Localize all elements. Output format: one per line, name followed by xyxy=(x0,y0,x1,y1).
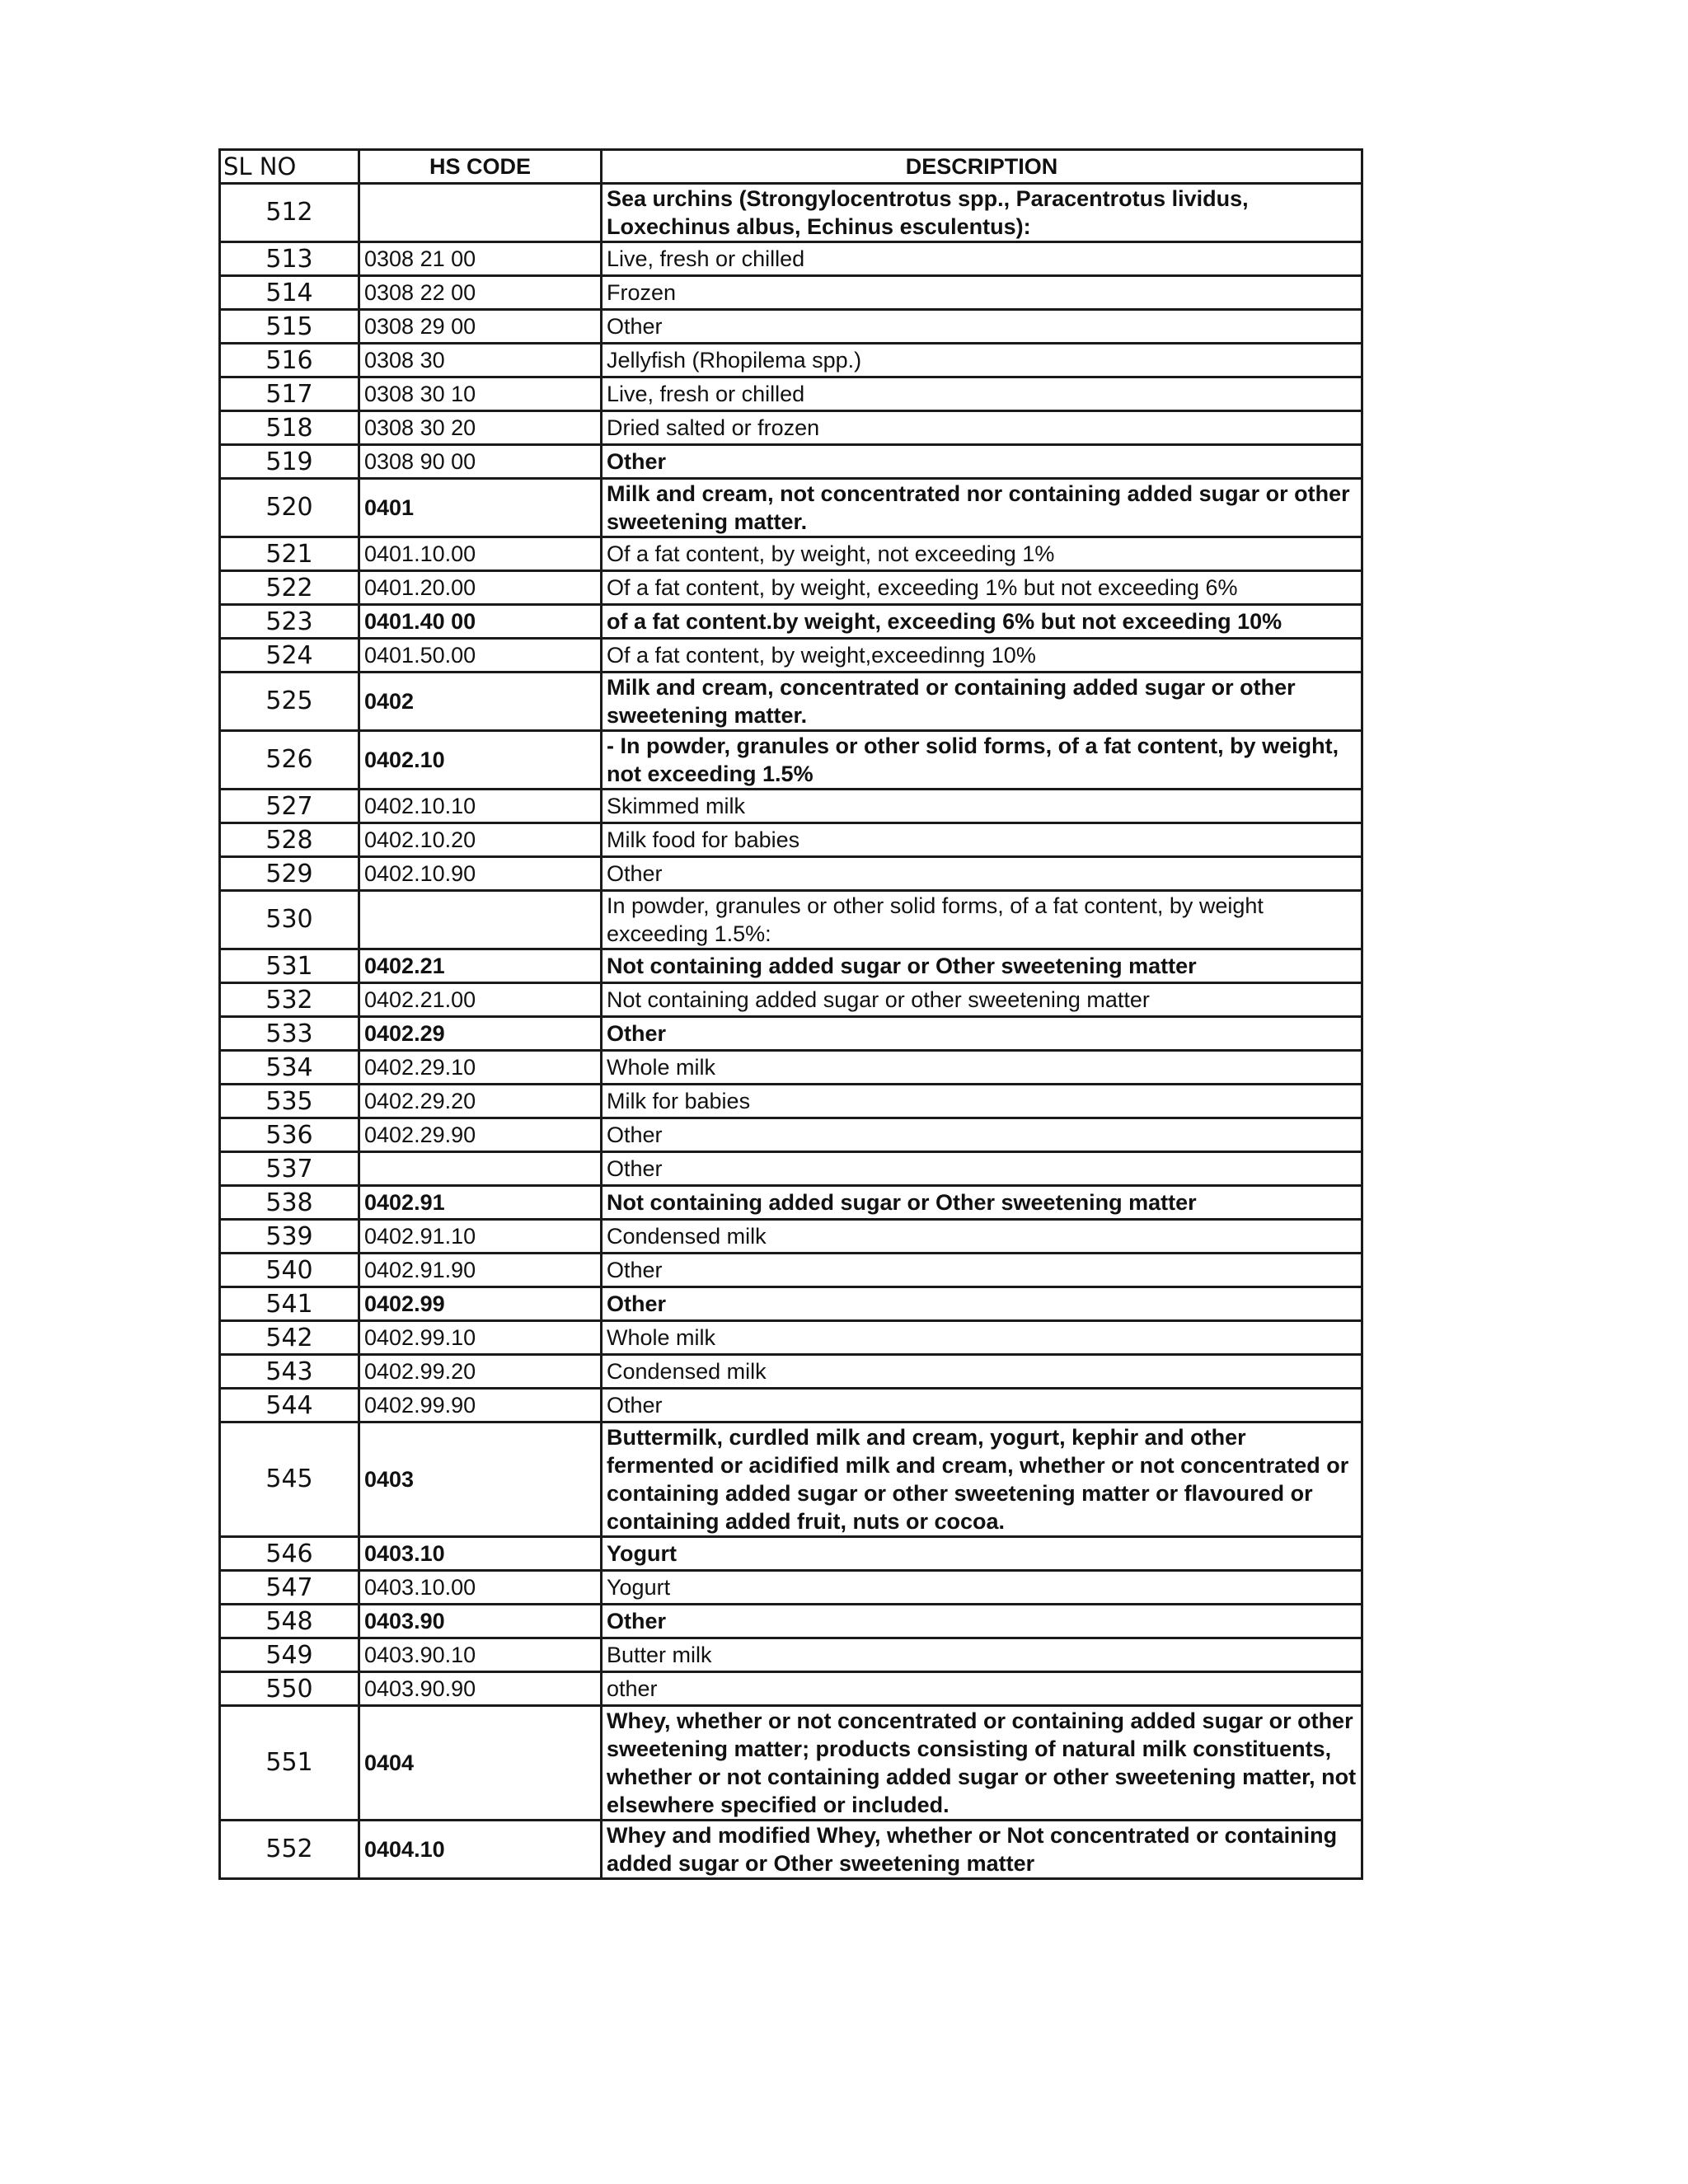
description-cell: Of a fat content, by weight, not exceeding 1% xyxy=(602,537,1362,571)
hs-code-cell: 0403.10 xyxy=(359,1537,602,1571)
table-row xyxy=(220,639,1362,673)
sl-no-cell: 543 xyxy=(220,1355,359,1389)
sl-no-cell: 531 xyxy=(220,949,359,983)
description-cell: Of a fat content, by weight,exceedinng 10% xyxy=(602,639,1362,673)
table-row xyxy=(220,1638,1362,1672)
table-row xyxy=(220,1220,1362,1254)
hs-code-cell: 0404.10 xyxy=(359,1821,602,1879)
hs-code-cell: 0404 xyxy=(359,1706,602,1821)
table-row xyxy=(220,1605,1362,1638)
hs-code-cell: 0402.29 xyxy=(359,1017,602,1051)
description-cell: Yogurt xyxy=(602,1571,1362,1605)
sl-no-cell: 514 xyxy=(220,276,359,310)
description-cell: Other xyxy=(602,1254,1362,1287)
table-row xyxy=(220,1085,1362,1118)
table-row xyxy=(220,1355,1362,1389)
hs-code-cell: 0402.91.90 xyxy=(359,1254,602,1287)
table-row xyxy=(220,983,1362,1017)
table-row xyxy=(220,605,1362,639)
description-cell: Other xyxy=(602,1118,1362,1152)
sl-no-cell: 518 xyxy=(220,411,359,445)
table-row xyxy=(220,1672,1362,1706)
description-cell: Not containing added sugar or Other sweetening matter xyxy=(602,1186,1362,1220)
hs-code-cell: 0402.21.00 xyxy=(359,983,602,1017)
hs-code-sheet xyxy=(218,148,1361,1880)
table-row xyxy=(220,571,1362,605)
description-cell: Other xyxy=(602,310,1362,344)
sl-no-cell: 537 xyxy=(220,1152,359,1186)
description-cell: Condensed milk xyxy=(602,1220,1362,1254)
sl-no-cell: 528 xyxy=(220,823,359,857)
sl-no-cell: 549 xyxy=(220,1638,359,1672)
sl-no-cell: 544 xyxy=(220,1389,359,1422)
description-cell: Other xyxy=(602,445,1362,479)
sl-no-cell: 521 xyxy=(220,537,359,571)
hs-code-cell: 0401.10.00 xyxy=(359,537,602,571)
table-row xyxy=(220,1152,1362,1186)
table-row xyxy=(220,1287,1362,1321)
description-cell: Other xyxy=(602,1287,1362,1321)
table-row xyxy=(220,276,1362,310)
description-cell: Live, fresh or chilled xyxy=(602,377,1362,411)
table-row xyxy=(220,242,1362,276)
sl-no-cell: 538 xyxy=(220,1186,359,1220)
hs-code-cell: 0401.50.00 xyxy=(359,639,602,673)
hs-code-cell: 0402.10 xyxy=(359,731,602,790)
hs-code-cell xyxy=(359,891,602,949)
hs-code-cell: 0308 30 xyxy=(359,344,602,377)
hs-code-table xyxy=(218,148,1363,1880)
hs-code-cell xyxy=(359,1152,602,1186)
description-cell: Other xyxy=(602,1605,1362,1638)
description-cell: Other xyxy=(602,857,1362,891)
table-row xyxy=(220,537,1362,571)
table-row xyxy=(220,673,1362,731)
hs-code-cell: 0403.90.10 xyxy=(359,1638,602,1672)
sl-no-cell: 513 xyxy=(220,242,359,276)
hs-code-cell: 0402.21 xyxy=(359,949,602,983)
sl-no-cell: 515 xyxy=(220,310,359,344)
sl-no-cell: 527 xyxy=(220,790,359,823)
description-cell: Milk and cream, concentrated or containing added sugar or other sweetening matter. xyxy=(602,673,1362,731)
table-body xyxy=(220,184,1362,1879)
hs-code-cell: 0402.10.10 xyxy=(359,790,602,823)
hs-code-cell: 0403.90.90 xyxy=(359,1672,602,1706)
sl-no-cell: 536 xyxy=(220,1118,359,1152)
table-row xyxy=(220,1422,1362,1537)
hs-code-cell: 0402.91 xyxy=(359,1186,602,1220)
hs-code-cell: 0401.40 00 xyxy=(359,605,602,639)
table-row xyxy=(220,1821,1362,1879)
sl-no-cell: 547 xyxy=(220,1571,359,1605)
hs-code-cell: 0403 xyxy=(359,1422,602,1537)
sl-no-cell: 524 xyxy=(220,639,359,673)
sl-no-cell: 541 xyxy=(220,1287,359,1321)
description-cell: Skimmed milk xyxy=(602,790,1362,823)
sl-no-cell: 525 xyxy=(220,673,359,731)
sl-no-cell: 526 xyxy=(220,731,359,790)
hs-code-cell: 0308 90 00 xyxy=(359,445,602,479)
sl-no-cell: 512 xyxy=(220,184,359,242)
hs-code-cell xyxy=(359,184,602,242)
header-hs-code: HS CODE xyxy=(359,150,602,184)
hs-code-cell: 0402.91.10 xyxy=(359,1220,602,1254)
hs-code-cell: 0402.29.90 xyxy=(359,1118,602,1152)
sl-no-cell: 542 xyxy=(220,1321,359,1355)
description-cell: Other xyxy=(602,1017,1362,1051)
description-cell: Not containing added sugar or Other sweetening matter xyxy=(602,949,1362,983)
hs-code-cell: 0402.10.90 xyxy=(359,857,602,891)
sl-no-cell: 530 xyxy=(220,891,359,949)
table-row xyxy=(220,1051,1362,1085)
table-row xyxy=(220,184,1362,242)
hs-code-cell: 0308 30 20 xyxy=(359,411,602,445)
hs-code-cell: 0402 xyxy=(359,673,602,731)
description-cell: other xyxy=(602,1672,1362,1706)
hs-code-cell: 0403.10.00 xyxy=(359,1571,602,1605)
sl-no-cell: 519 xyxy=(220,445,359,479)
description-cell: Of a fat content, by weight, exceeding 1% but not exceeding 6% xyxy=(602,571,1362,605)
description-cell: Buttermilk, curdled milk and cream, yogurt, kephir and other fermented or acidified milk and cream, whether or not concentrated or containing added sugar or other sweetening matter or flavoured or containing added fruit, nuts or cocoa. xyxy=(602,1422,1362,1537)
description-cell: of a fat content.by weight, exceeding 6% but not exceeding 10% xyxy=(602,605,1362,639)
header-description: DESCRIPTION xyxy=(602,150,1362,184)
description-cell: - In powder, granules or other solid forms, of a fat content, by weight, not exceeding 1.5% xyxy=(602,731,1362,790)
sl-no-cell: 534 xyxy=(220,1051,359,1085)
description-cell: Whey and modified Whey, whether or Not concentrated or containing added sugar or Other sweetening matter xyxy=(602,1821,1362,1879)
description-cell: Dried salted or frozen xyxy=(602,411,1362,445)
hs-code-cell: 0308 30 10 xyxy=(359,377,602,411)
sl-no-cell: 545 xyxy=(220,1422,359,1537)
table-row xyxy=(220,1118,1362,1152)
description-cell: In powder, granules or other solid forms, of a fat content, by weight exceeding 1.5%: xyxy=(602,891,1362,949)
sl-no-cell: 550 xyxy=(220,1672,359,1706)
description-cell: Jellyfish (Rhopilema spp.) xyxy=(602,344,1362,377)
description-cell: Milk and cream, not concentrated nor containing added sugar or other sweetening matter. xyxy=(602,479,1362,537)
sl-no-cell: 546 xyxy=(220,1537,359,1571)
sl-no-cell: 517 xyxy=(220,377,359,411)
description-cell: Milk for babies xyxy=(602,1085,1362,1118)
description-cell: Milk food for babies xyxy=(602,823,1362,857)
hs-code-cell: 0402.10.20 xyxy=(359,823,602,857)
table-row xyxy=(220,823,1362,857)
header-sl-no: SL NO xyxy=(220,150,359,184)
description-cell: Other xyxy=(602,1152,1362,1186)
table-row xyxy=(220,377,1362,411)
table-row xyxy=(220,1321,1362,1355)
sl-no-cell: 532 xyxy=(220,983,359,1017)
table-header-row xyxy=(220,150,1362,184)
hs-code-cell: 0308 22 00 xyxy=(359,276,602,310)
hs-code-cell: 0402.99.90 xyxy=(359,1389,602,1422)
hs-code-cell: 0402.29.20 xyxy=(359,1085,602,1118)
sl-no-cell: 516 xyxy=(220,344,359,377)
table-row xyxy=(220,445,1362,479)
sl-no-cell: 529 xyxy=(220,857,359,891)
sl-no-cell: 540 xyxy=(220,1254,359,1287)
hs-code-cell: 0401.20.00 xyxy=(359,571,602,605)
table-row xyxy=(220,1537,1362,1571)
hs-code-cell: 0402.99 xyxy=(359,1287,602,1321)
table-row xyxy=(220,1706,1362,1821)
sl-no-cell: 535 xyxy=(220,1085,359,1118)
sl-no-cell: 520 xyxy=(220,479,359,537)
table-row xyxy=(220,1571,1362,1605)
table-row xyxy=(220,344,1362,377)
sl-no-cell: 523 xyxy=(220,605,359,639)
description-cell: Condensed milk xyxy=(602,1355,1362,1389)
table-row xyxy=(220,790,1362,823)
table-row xyxy=(220,411,1362,445)
description-cell: Live, fresh or chilled xyxy=(602,242,1362,276)
table-row xyxy=(220,1186,1362,1220)
sl-no-cell: 552 xyxy=(220,1821,359,1879)
table-row xyxy=(220,310,1362,344)
description-cell: Sea urchins (Strongylocentrotus spp., Paracentrotus lividus, Loxechinus albus, Echinus esculentus): xyxy=(602,184,1362,242)
description-cell: Butter milk xyxy=(602,1638,1362,1672)
hs-code-cell: 0401 xyxy=(359,479,602,537)
hs-code-cell: 0402.99.20 xyxy=(359,1355,602,1389)
description-cell: Frozen xyxy=(602,276,1362,310)
table-row xyxy=(220,1254,1362,1287)
hs-code-cell: 0403.90 xyxy=(359,1605,602,1638)
sl-no-cell: 539 xyxy=(220,1220,359,1254)
hs-code-cell: 0308 21 00 xyxy=(359,242,602,276)
sl-no-cell: 533 xyxy=(220,1017,359,1051)
table-row xyxy=(220,857,1362,891)
table-row xyxy=(220,949,1362,983)
hs-code-cell: 0402.99.10 xyxy=(359,1321,602,1355)
table-row xyxy=(220,479,1362,537)
hs-code-cell: 0308 29 00 xyxy=(359,310,602,344)
description-cell: Whole milk xyxy=(602,1321,1362,1355)
description-cell: Whey, whether or not concentrated or containing added sugar or other sweetening matter; products consisting of natural milk constituents, whether or not containing added sugar or other sweetening matter, not elsewhere specified or included. xyxy=(602,1706,1362,1821)
table-row xyxy=(220,891,1362,949)
sl-no-cell: 551 xyxy=(220,1706,359,1821)
hs-code-cell: 0402.29.10 xyxy=(359,1051,602,1085)
sl-no-cell: 548 xyxy=(220,1605,359,1638)
table-row xyxy=(220,1389,1362,1422)
table-row xyxy=(220,1017,1362,1051)
description-cell: Not containing added sugar or other sweetening matter xyxy=(602,983,1362,1017)
table-row xyxy=(220,731,1362,790)
sl-no-cell: 522 xyxy=(220,571,359,605)
description-cell: Whole milk xyxy=(602,1051,1362,1085)
description-cell: Yogurt xyxy=(602,1537,1362,1571)
description-cell: Other xyxy=(602,1389,1362,1422)
